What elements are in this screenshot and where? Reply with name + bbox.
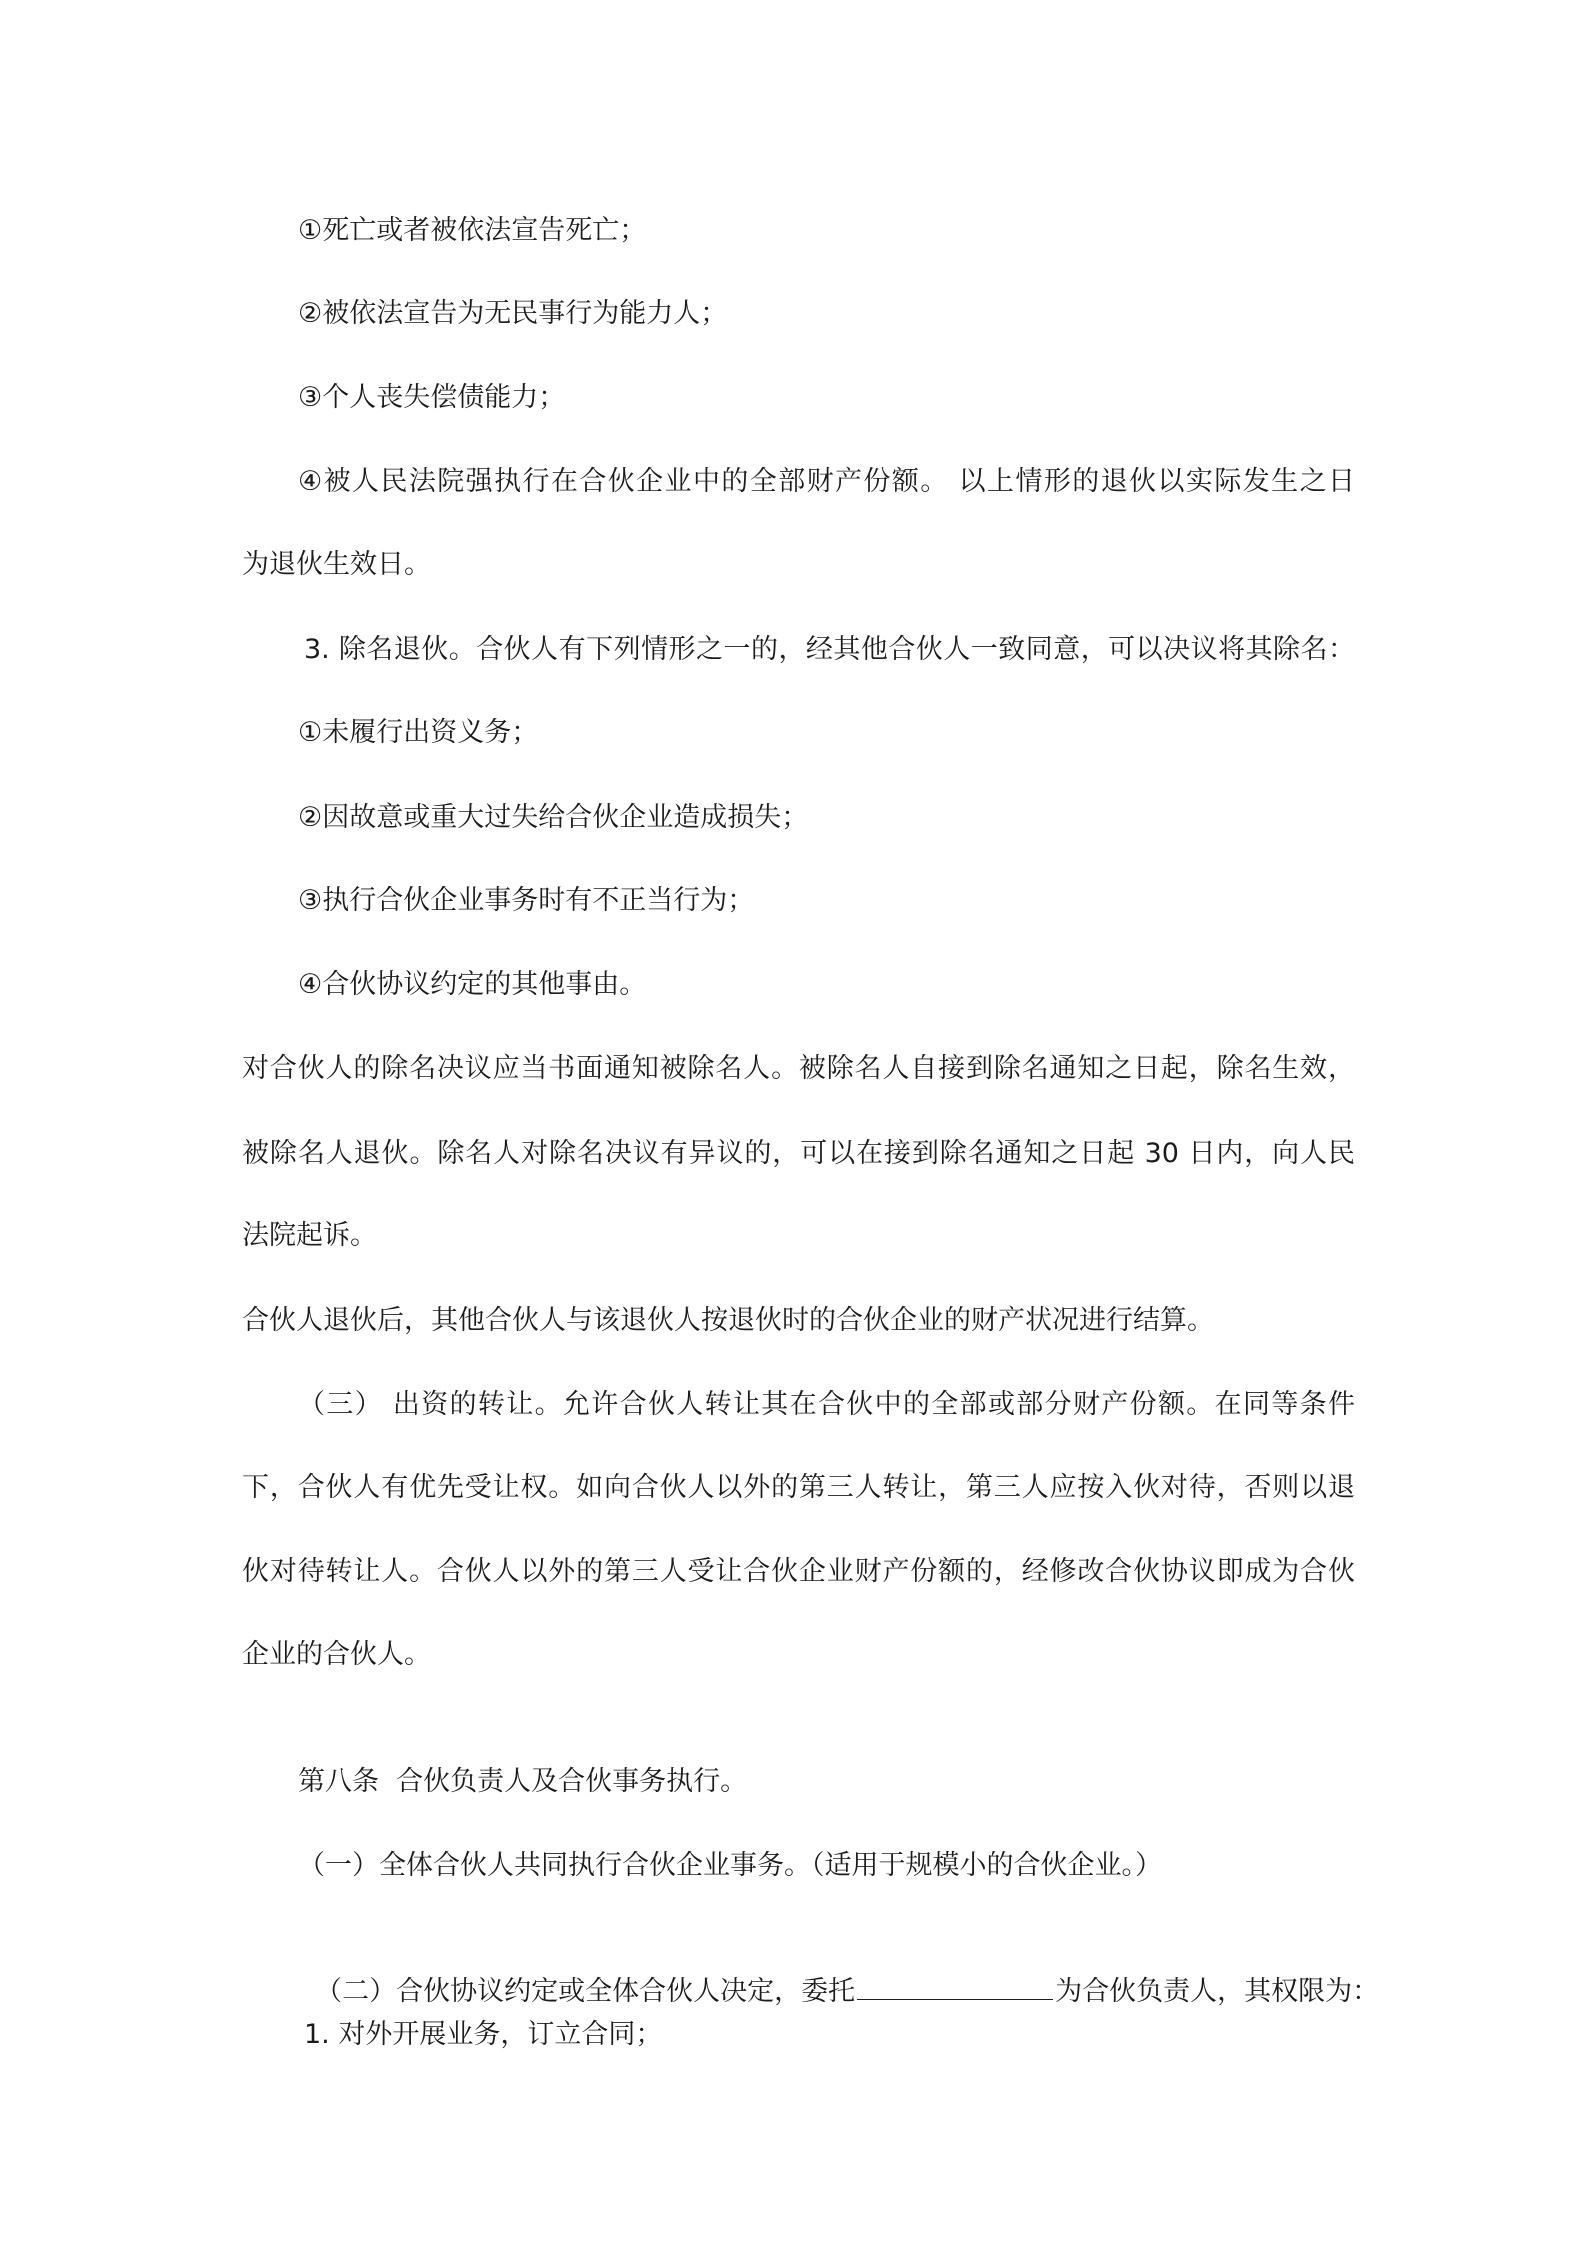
expulsion-condition-4: ④合伙协议约定的其他事由。: [298, 969, 647, 1000]
withdrawal-condition-1: ①死亡或者被依法宣告死亡；: [298, 215, 647, 246]
article-8-title: 第八条 合伙负责人及合伙事务执行。: [298, 1766, 748, 1797]
expulsion-condition-1: ①未履行出资义务；: [298, 717, 539, 748]
expulsion-notice-line: 对合伙人的除名决议应当书面通知被除名人。被除名人自接到除名通知之日起，除名生效，: [242, 1053, 1355, 1084]
expulsion-notice-line: 法院起诉。: [242, 1220, 377, 1251]
withdrawal-condition-4: ④被人民法院强执行在合伙企业中的全部财产份额。 以上情形的退伙以实际发生之日: [298, 466, 1355, 497]
withdrawal-condition-2: ②被依法宣告为无民事行为能力人；: [298, 298, 728, 329]
clause-2-text-after: 为合伙负责人，其权限为：: [1055, 1976, 1380, 2007]
settlement-paragraph: 合伙人退伙后，其他合伙人与该退伙人按退伙时的合伙企业的财产状况进行结算。: [242, 1305, 1214, 1336]
withdrawal-condition-3: ③个人丧失偿债能力；: [298, 382, 566, 413]
withdrawal-effective-date: 为退伙生效日。: [242, 549, 431, 580]
article-8-power-1: 1. 对外开展业务，订立合同；: [304, 2019, 663, 2050]
responsible-person-blank[interactable]: [857, 1971, 1053, 2000]
expulsion-notice-line: 被除名人退伙。除名人对除名决议有异议的，可以在接到除名通知之日起 30 日内，向人民: [242, 1138, 1355, 1169]
transfer-paragraph-line: （三） 出资的转让。允许合伙人转让其在合伙中的全部或部分财产份额。在同等条件: [298, 1389, 1355, 1420]
transfer-paragraph-line: 企业的合伙人。: [242, 1639, 431, 1670]
article-8-clause-1: （一）全体合伙人共同执行合伙企业事务。（适用于规模小的合伙企业。）: [298, 1850, 1162, 1881]
article-8-clause-2: [298, 1931, 1380, 2007]
transfer-paragraph-line: 伙对待转让人。合伙人以外的第三人受让合伙企业财产份额的，经修改合伙协议即成为合伙: [242, 1556, 1355, 1587]
expulsion-heading: 3. 除名退伙。合伙人有下列情形之一的，经其他合伙人一致同意，可以决议将其除名：: [304, 634, 1355, 665]
expulsion-condition-3: ③执行合伙企业事务时有不正当行为；: [298, 885, 755, 916]
clause-2-text-before: （二）合伙协议约定或全体合伙人决定，委托: [315, 1976, 856, 2007]
transfer-paragraph-line: 下，合伙人有优先受让权。如向合伙人以外的第三人转让，第三人应按入伙对待，否则以退: [242, 1472, 1355, 1503]
expulsion-condition-2: ②因故意或重大过失给合伙企业造成损失；: [298, 802, 809, 833]
